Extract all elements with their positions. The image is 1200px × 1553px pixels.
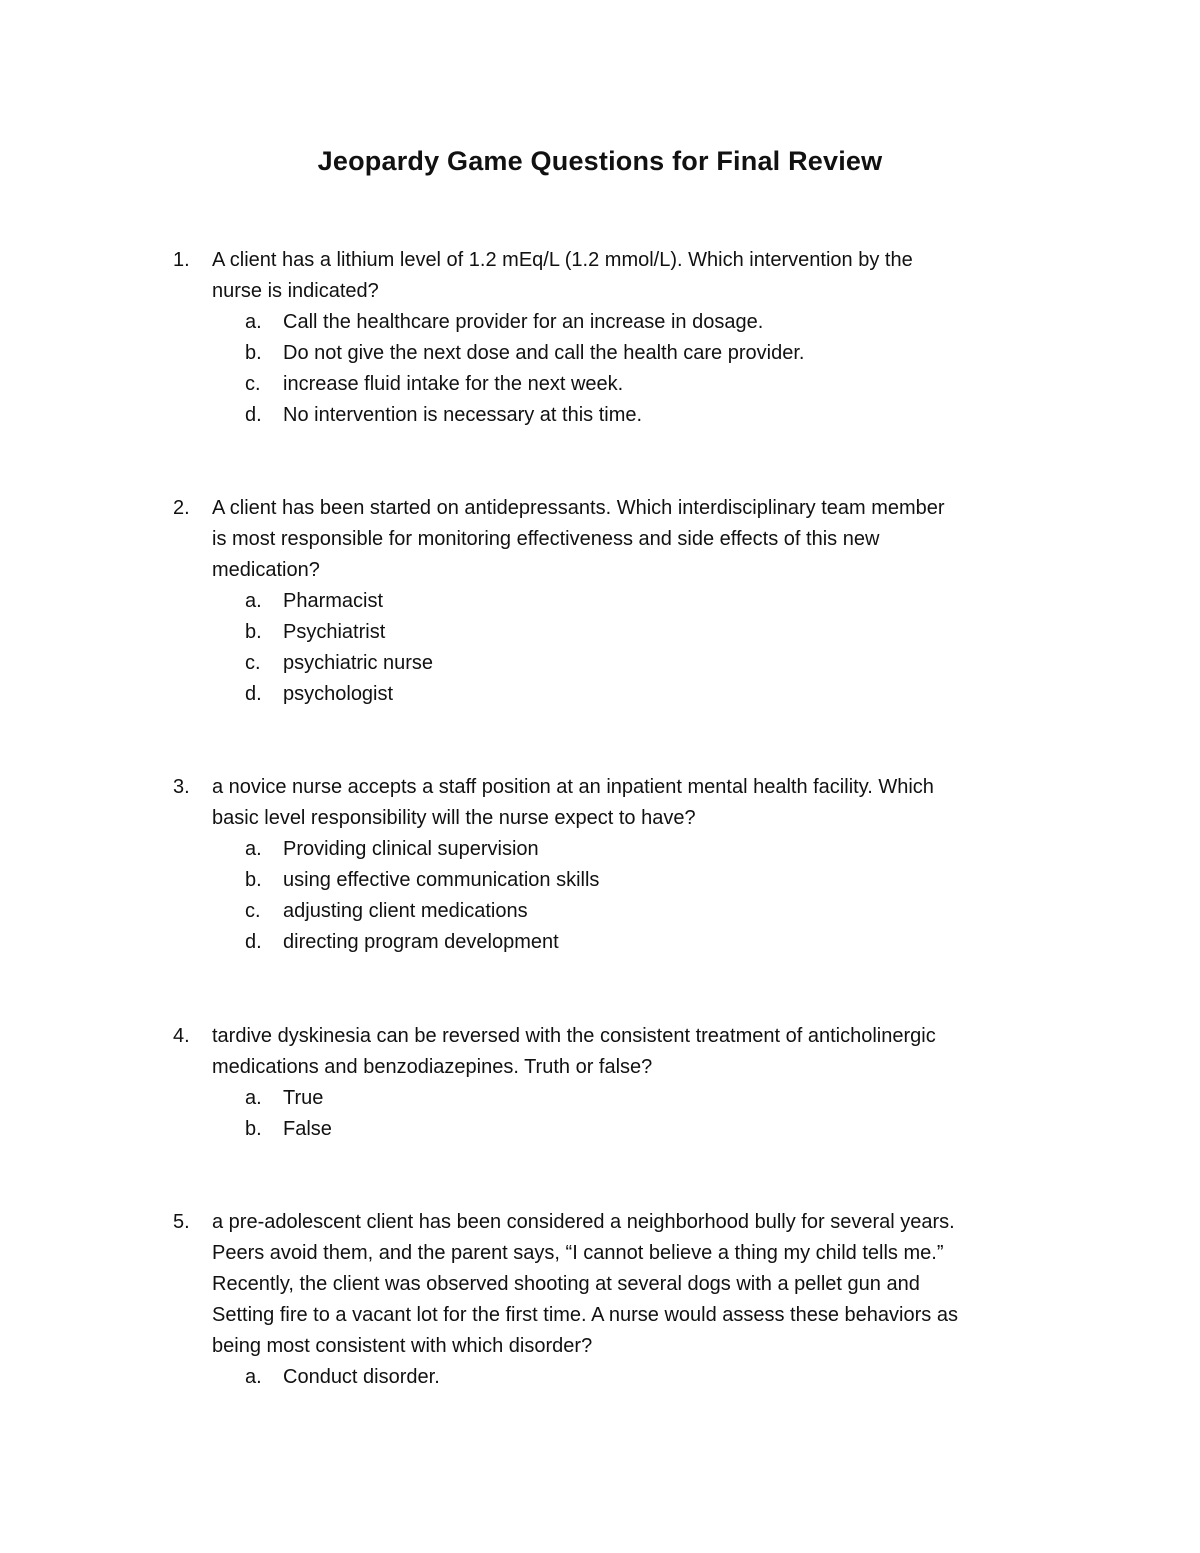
question-line: Peers avoid them, and the parent says, “I cannot believe a thing my child tells me.” — [212, 1242, 944, 1264]
option-text: No intervention is necessary at this time. — [283, 404, 643, 426]
question-number: 1. — [173, 249, 190, 271]
question-line: a novice nurse accepts a staff position at an inpatient mental health facility. Which — [212, 776, 934, 798]
option-text: directing program development — [283, 931, 559, 953]
question-text — [212, 772, 1067, 834]
option-letter: a. — [245, 838, 262, 860]
question-text — [212, 493, 1067, 586]
question-line: nurse is indicated? — [212, 280, 379, 302]
question-number: 3. — [173, 776, 190, 798]
option-text: using effective communication skills — [283, 869, 600, 891]
option-text: True — [283, 1087, 324, 1109]
question-line: Recently, the client was observed shooting at several dogs with a pellet gun and — [212, 1273, 920, 1295]
question-line: medication? — [212, 559, 320, 581]
question-line: basic level responsibility will the nurse expect to have? — [212, 807, 696, 829]
question-number: 5. — [173, 1211, 190, 1233]
option-letter: a. — [245, 1087, 262, 1109]
option-text: increase fluid intake for the next week. — [283, 373, 624, 395]
option-letter: c. — [245, 900, 261, 922]
option-letter: a. — [245, 311, 262, 333]
page-title: Jeopardy Game Questions for Final Review — [317, 146, 883, 176]
option-letter: b. — [245, 869, 262, 891]
question-line: A client has been started on antidepressants. Which interdisciplinary team member — [212, 497, 945, 519]
option-text: Psychiatrist — [283, 621, 386, 643]
option-text: Conduct disorder. — [283, 1366, 440, 1388]
option-letter: b. — [245, 621, 262, 643]
option-text: adjusting client medications — [283, 900, 528, 922]
option-letter: b. — [245, 342, 262, 364]
option-letter: a. — [245, 590, 262, 612]
question-line: tardive dyskinesia can be reversed with the consistent treatment of anticholinergic — [212, 1025, 936, 1047]
option-letter: c. — [245, 652, 261, 674]
question-number: 2. — [173, 497, 190, 519]
question-line: is most responsible for monitoring effectiveness and side effects of this new — [212, 528, 880, 550]
option-text: Pharmacist — [283, 590, 384, 612]
option-letter: a. — [245, 1366, 262, 1388]
option-text: Call the healthcare provider for an increase in dosage. — [283, 311, 764, 333]
question-line: medications and benzodiazepines. Truth or false? — [212, 1056, 653, 1078]
question-line: Setting fire to a vacant lot for the first time. A nurse would assess these behaviors as — [212, 1304, 958, 1326]
question-text — [212, 1021, 1067, 1083]
option-text: Do not give the next dose and call the health care provider. — [283, 342, 805, 364]
option-letter: d. — [245, 683, 262, 705]
question-number: 4. — [173, 1025, 190, 1047]
option-letter: b. — [245, 1118, 262, 1140]
option-letter: d. — [245, 931, 262, 953]
question-text — [212, 245, 1067, 307]
option-text: psychiatric nurse — [283, 652, 434, 674]
option-letter: c. — [245, 373, 261, 395]
question-text — [212, 1207, 1067, 1362]
question-line: A client has a lithium level of 1.2 mEq/L (1.2 mmol/L). Which intervention by the — [212, 249, 913, 271]
option-text: psychologist — [283, 683, 394, 705]
option-letter: d. — [245, 404, 262, 426]
option-text: False — [283, 1118, 332, 1140]
question-line: being most consistent with which disorder? — [212, 1335, 593, 1357]
option-text: Providing clinical supervision — [283, 838, 539, 860]
question-line: a pre-adolescent client has been considered a neighborhood bully for several years. — [212, 1211, 955, 1233]
